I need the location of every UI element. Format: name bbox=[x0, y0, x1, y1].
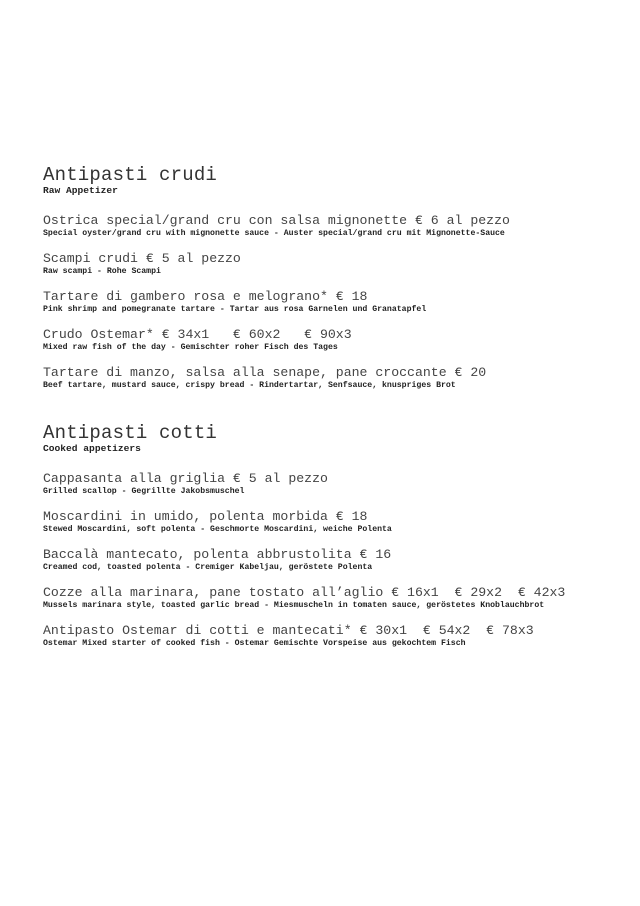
menu-item bbox=[43, 252, 623, 278]
section-antipasti-cotti bbox=[43, 424, 623, 662]
menu-item-name: Tartare di gambero rosa e melograno* € 18 bbox=[43, 289, 368, 304]
menu-item-name: Cozze alla marinara, pane tostato all’aglio € 16x1 € 29x2 € 42x3 bbox=[43, 585, 566, 600]
menu-item-name: Baccalà mantecato, polenta abbrustolita € 16 bbox=[43, 547, 392, 562]
menu-item-description: Grilled scallop - Gegrillte Jakobsmuschel bbox=[43, 487, 245, 496]
menu-item-name: Crudo Ostemar* € 34x1 € 60x2 € 90x3 bbox=[43, 327, 352, 342]
menu-item bbox=[43, 290, 623, 316]
menu-item-list bbox=[43, 472, 623, 650]
menu-item-list bbox=[43, 214, 623, 392]
menu-item-description: Beef tartare, mustard sauce, crispy bread - Rindertartar, Senfsauce, knuspriges Brot bbox=[43, 381, 456, 390]
menu-item-name: Cappasanta alla griglia € 5 al pezzo bbox=[43, 471, 328, 486]
menu-item bbox=[43, 548, 623, 574]
section-antipasti-crudi bbox=[43, 166, 623, 404]
menu-item-description: Pink shrimp and pomegranate tartare - Tartar aus rosa Garnelen und Granatapfel bbox=[43, 305, 427, 314]
section-subtitle: Cooked appetizers bbox=[43, 443, 141, 454]
menu-item-name: Antipasto Ostemar di cotti e mantecati* € 30x1 € 54x2 € 78x3 bbox=[43, 623, 534, 638]
menu-item bbox=[43, 624, 623, 650]
section-title: Antipasti crudi bbox=[43, 164, 218, 186]
menu-item bbox=[43, 328, 623, 354]
menu-item-description: Stewed Moscardini, soft polenta - Geschmorte Moscardini, weiche Polenta bbox=[43, 525, 392, 534]
menu-item bbox=[43, 366, 623, 392]
menu-item bbox=[43, 214, 623, 240]
menu-item-description: Mixed raw fish of the day - Gemischter roher Fisch des Tages bbox=[43, 343, 338, 352]
menu-item-name: Tartare di manzo, salsa alla senape, pane croccante € 20 bbox=[43, 365, 487, 380]
menu-item bbox=[43, 510, 623, 536]
menu-item-description: Ostemar Mixed starter of cooked fish - Ostemar Gemischte Vorspeise aus gekochtem Fisch bbox=[43, 639, 466, 648]
menu-item bbox=[43, 472, 623, 498]
section-title: Antipasti cotti bbox=[43, 422, 218, 444]
menu-item-name: Moscardini in umido, polenta morbida € 18 bbox=[43, 509, 368, 524]
menu-item-description: Mussels marinara style, toasted garlic bread - Miesmuscheln in tomaten sauce, geröstetes Knoblauchbrot bbox=[43, 601, 545, 610]
menu-item-description: Special oyster/grand cru with mignonette sauce - Auster special/grand cru mit Mignonette-Sauce bbox=[43, 229, 505, 238]
menu-item-name: Scampi crudi € 5 al pezzo bbox=[43, 251, 241, 266]
menu-item-name: Ostrica special/grand cru con salsa mignonette € 6 al pezzo bbox=[43, 213, 510, 228]
menu-item-description: Creamed cod, toasted polenta - Cremiger Kabeljau, geröstete Polenta bbox=[43, 563, 373, 572]
section-subtitle: Raw Appetizer bbox=[43, 185, 118, 196]
menu-item-description: Raw scampi - Rohe Scampi bbox=[43, 267, 161, 276]
menu-item bbox=[43, 586, 623, 612]
